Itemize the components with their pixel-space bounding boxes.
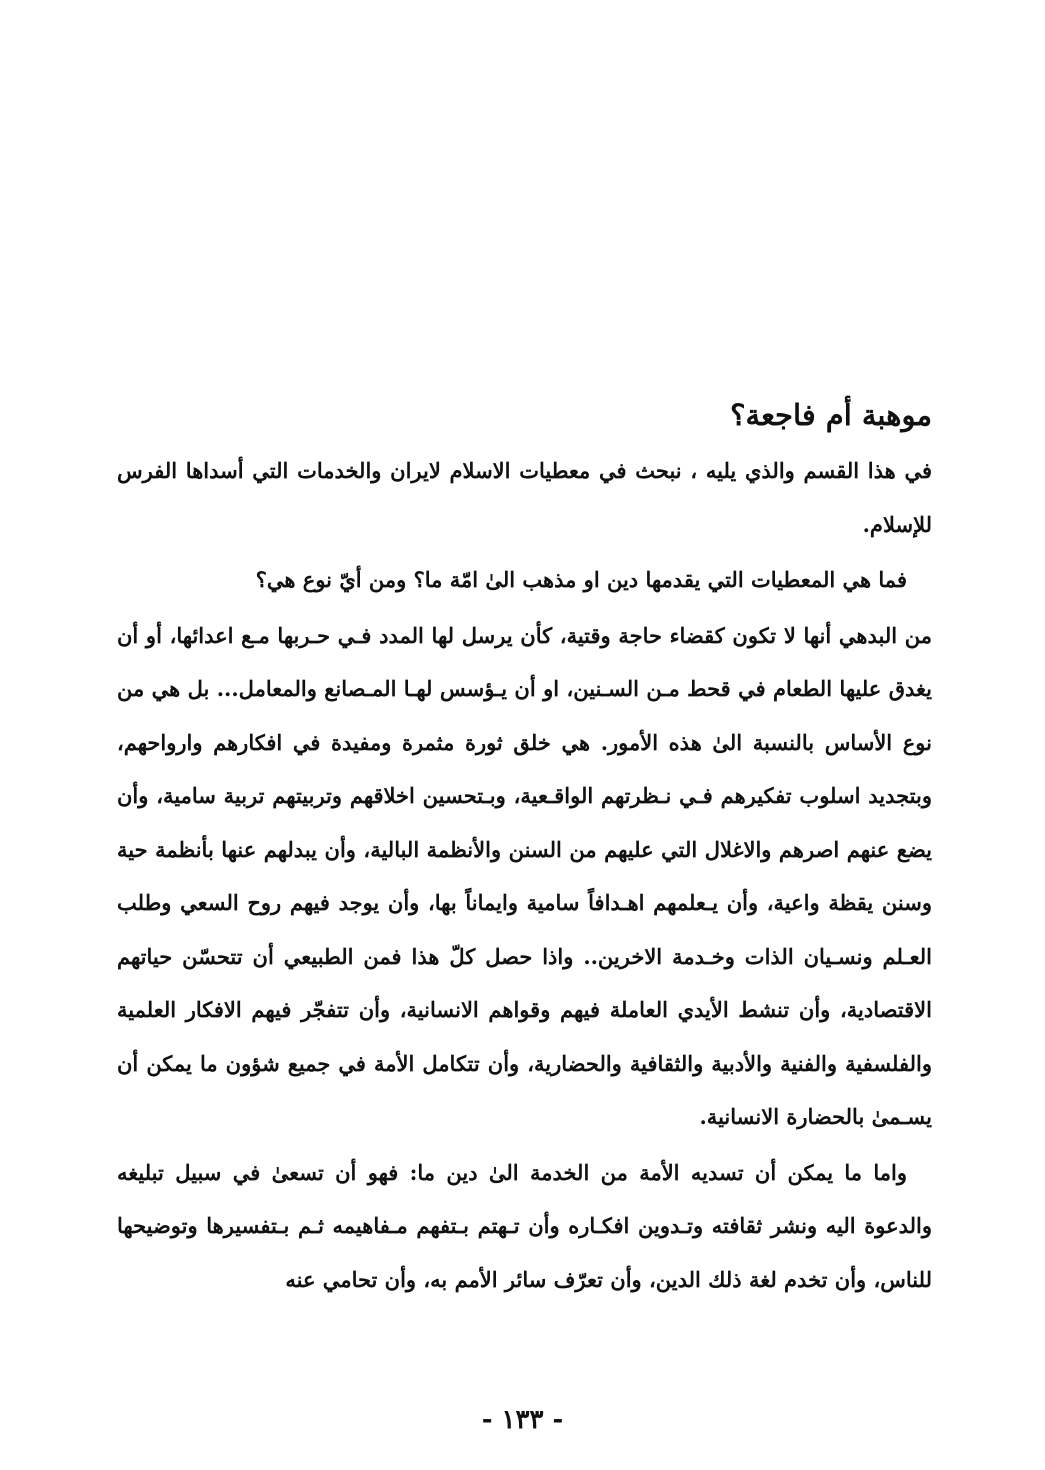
- paragraph-service: واما ما يمكن أن تسديه الأمة من الخدمة الىٰ دين ما: فهو أن تسعىٰ في سبيل تبليغه والدعوة اليه ونشر ثقافته وتـدوين افكـاره وأن تـهتم بـتفهم مـفاهيمه ثـم بـتفسيرها وتوضيحها للناس، وأن تخدم لغة ذلك الدين، وأن تعرّف سائر الأمم به، وأن تحامي عنه: [117, 1159, 932, 1292]
- section-heading: موهبة أم فاجعة؟: [730, 398, 932, 432]
- body-text: [117, 444, 932, 1308]
- page-number: - ١٣٣ -: [481, 1405, 564, 1435]
- paragraph-intro: في هذا القسم والذي يليه ، نبحث في معطيات الاسلام لايران والخدمات التي أسداها الفرس للإسلام.: [117, 458, 932, 537]
- paragraph-question: فما هي المعطيات التي يقدمها دين او مذهب الىٰ امّة ما؟ ومن أيّ نوع هي؟: [255, 567, 907, 592]
- paragraph-main: من البدهي أنها لا تكون كقضاء حاجة وقتية، كأن يرسل لها المدد فـي حـربها مـع اعدائها، أو أن يغدق عليها الطعام في قحط مـن السـنين، او أن يـؤسس لهـا المـصانع والمعامل... بل هي من نوع الأساس بالنسبة الىٰ هذه الأمور. هي خلق ثورة مثمرة ومفيدة في افكارهم وارواحهم، وبتجديد اسلوب تفكيرهم فـي نـظرتهم الواقـعية، وبـتحسين اخلاقهم وتربيتهم تربية سامية، وأن يضع عنهم اصرهم والاغلال التي عليهم من السنن والأنظمة البالية، وأن يبدلهم عنها بأنظمة حية وسنن يقظة واعية، وأن يـعلمهم اهـدافاً سامية وايماناً بها، وأن يوجد فيهم روح السعي وطلب العـلم ونسـيان الذات وخـدمة الاخرين.. واذا حصل كلّ هذا فمن الطبيعي أن تتحسّن حياتهم الاقتصادية، وأن تنشط الأيدي العاملة فيهم وقواهم الانسانية، وأن تتفجّر فيهم الافكار العلمية والفلسفية والفنية والأدبية والثقافية والحضارية، وأن تتكامل الأمة في جميع شؤون ما يمكن أن يسـمىٰ بالحضارة الانسانية.: [117, 622, 932, 1129]
